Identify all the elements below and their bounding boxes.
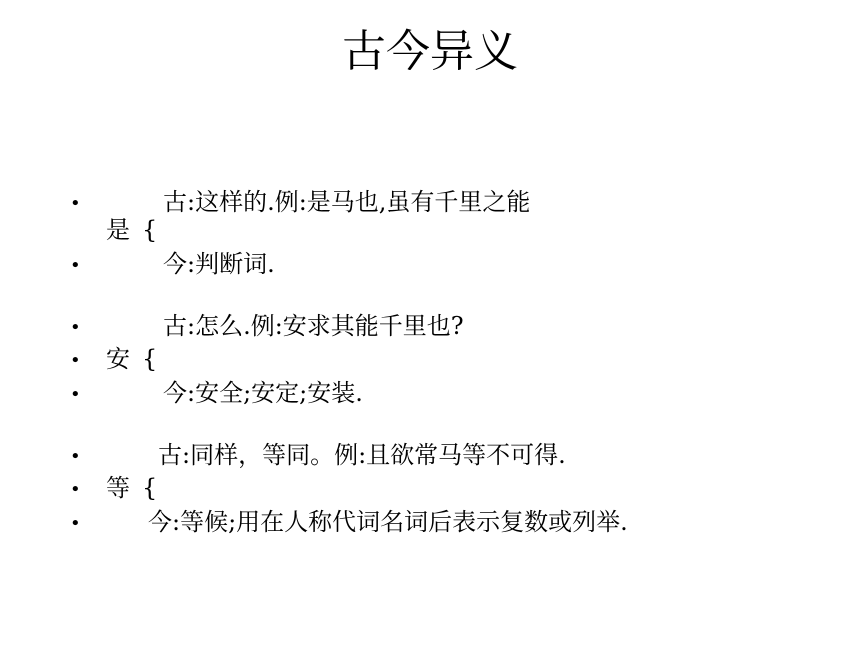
bullet-marker: • <box>70 350 81 371</box>
group-3-brace: { <box>142 474 158 502</box>
group-2-modern: 今:安全;安定;安装. <box>163 379 363 407</box>
bullet-marker: • <box>70 317 81 338</box>
group-2-brace: { <box>142 345 158 373</box>
group-1-word: 是 <box>106 216 130 244</box>
group-3-word: 等 <box>106 474 130 502</box>
bullet-marker: • <box>70 255 81 276</box>
group-3-modern: 今:等候;用在人称代词名词后表示复数或列举. <box>148 508 628 536</box>
bullet-marker: • <box>70 513 81 534</box>
group-1-ancient: 古:这样的.例:是马也,虽有千里之能 <box>163 188 531 216</box>
group-2-word: 安 <box>106 345 130 373</box>
group-2-ancient: 古:怎么.例:安求其能千里也? <box>163 312 464 340</box>
bullet-marker: • <box>70 193 81 214</box>
group-3-word-row <box>106 472 157 504</box>
group-1-brace: { <box>142 216 158 244</box>
bullet-marker: • <box>70 479 81 500</box>
bullet-marker: • <box>70 446 81 467</box>
group-3-ancient: 古:同样，等同。例:且欲常马等不可得. <box>158 441 566 469</box>
group-1-modern: 今:判断词. <box>163 250 275 278</box>
bullet-marker: • <box>70 384 81 405</box>
group-2-word-row <box>106 343 157 375</box>
group-1-word-row <box>106 214 157 246</box>
slide-title: 古今异义 <box>342 26 518 77</box>
